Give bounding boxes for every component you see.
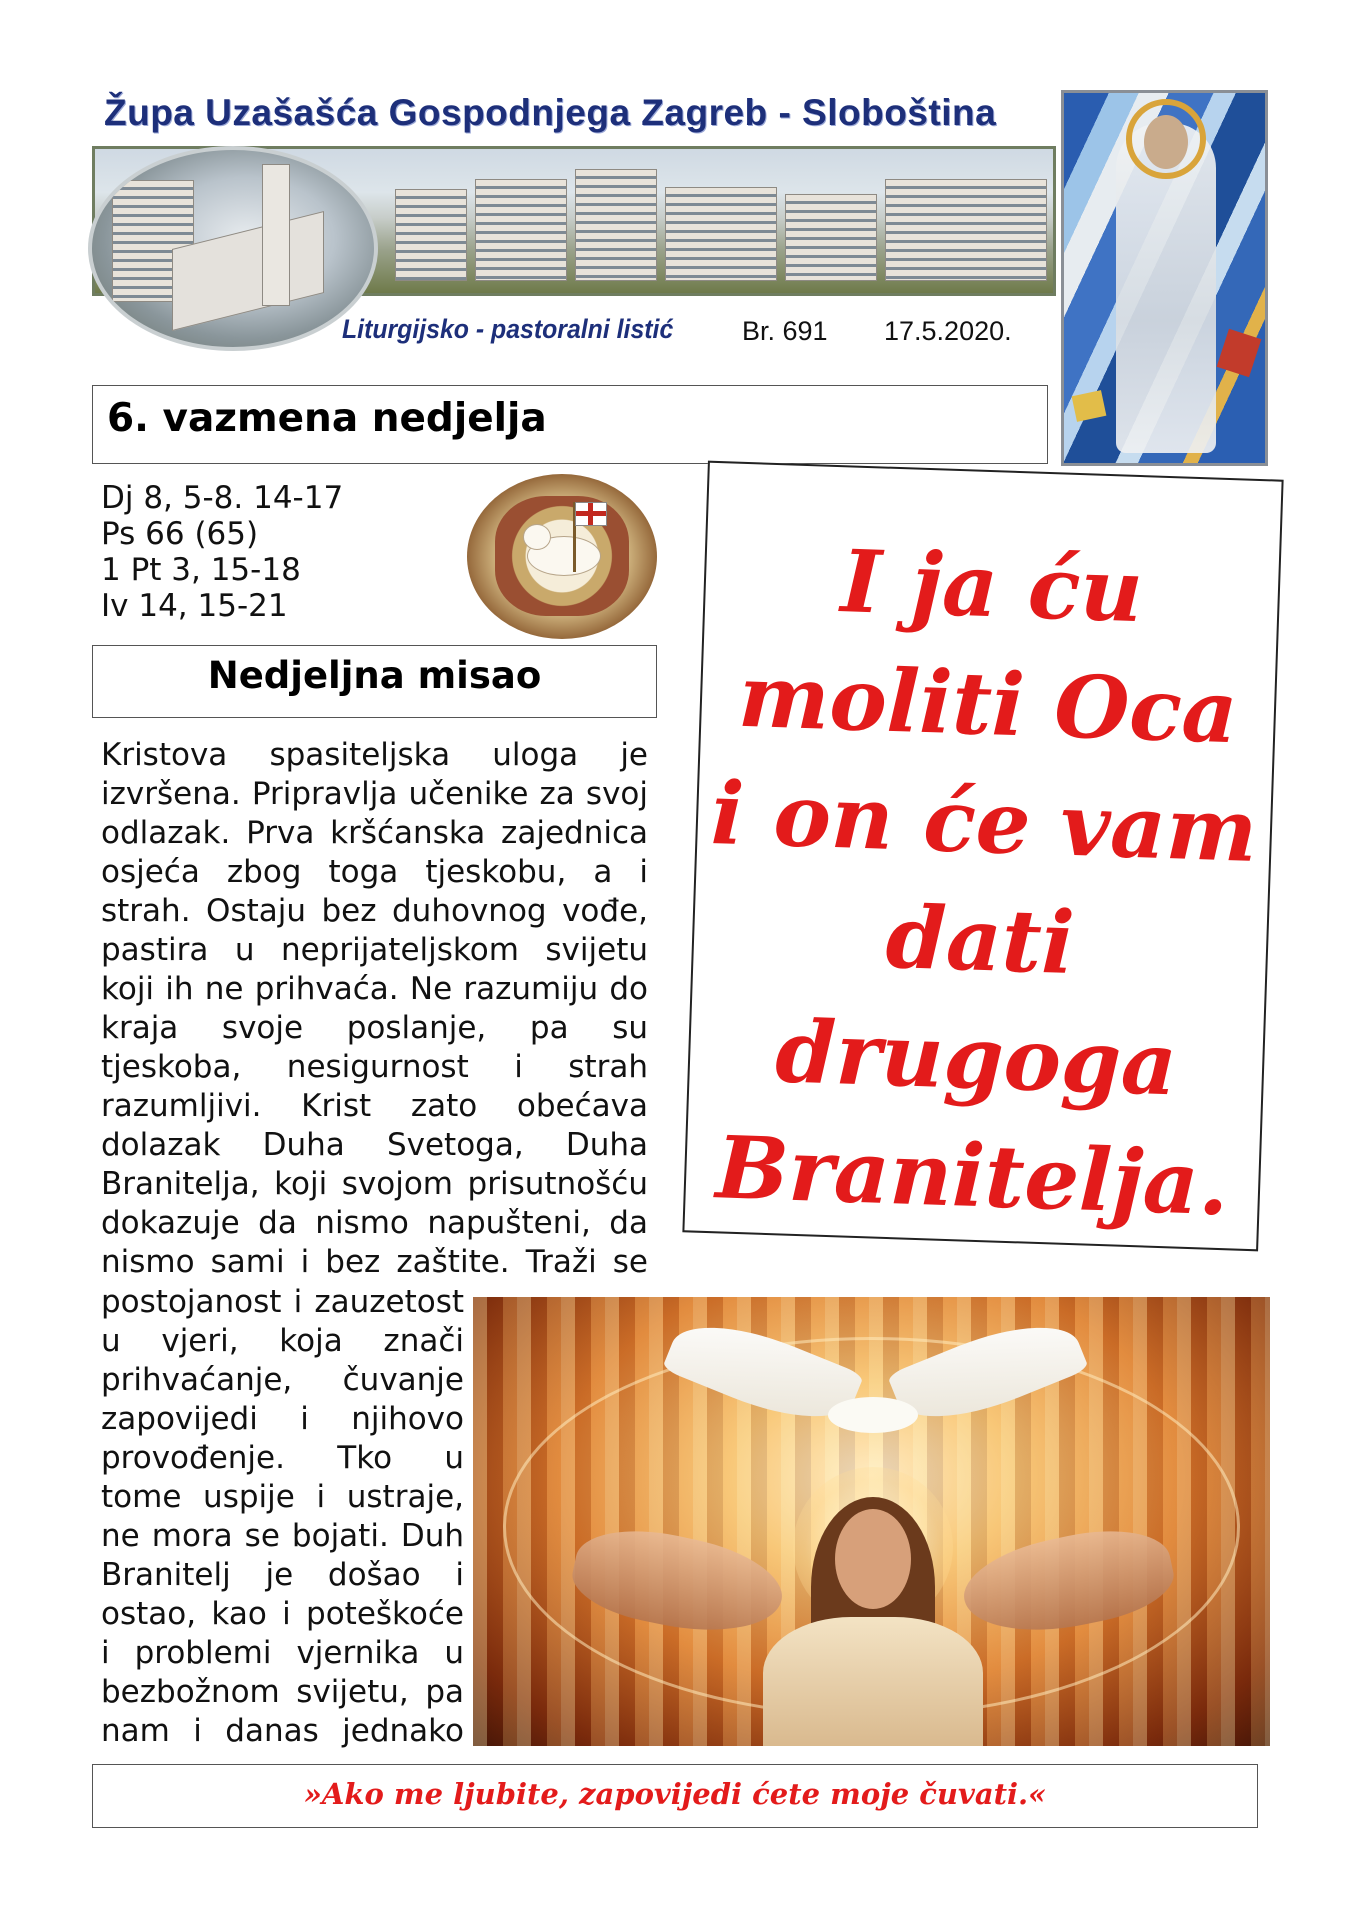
thought-text-wide [101, 736, 648, 1282]
text-line: i problemi vjernika u [101, 1635, 464, 1671]
text-line: tome uspije i ustraje, [101, 1479, 464, 1515]
header-banner [92, 88, 1056, 358]
text-line: kraja svoje poslanje, pa su [101, 1010, 648, 1046]
publication-type: Liturgijsko - pastoralni listić [342, 314, 674, 344]
gospel-quote [685, 519, 1280, 1246]
reading-item: 1 Pt 3, 15-18 [101, 552, 301, 588]
text-line: postojanost i zauzetost [101, 1284, 464, 1320]
quote-line: moliti Oca [736, 645, 1240, 764]
gospel-quote-box [682, 461, 1283, 1252]
readings-list [101, 480, 461, 624]
thought-text-narrow [101, 1283, 464, 1751]
text-line: Branitelj je došao i [101, 1557, 464, 1593]
text-line: u vjeri, koja znači [101, 1323, 464, 1359]
reading-item: Ps 66 (65) [101, 516, 259, 552]
issue-number: Br. 691 [742, 316, 828, 346]
text-line: bezbožnom svijetu, pa [101, 1674, 464, 1710]
text-line: izvršena. Pripravlja učenike za svoj [101, 776, 648, 812]
text-line: prihvaćanje, čuvanje [101, 1362, 464, 1398]
stained-glass-ascension-image [1061, 90, 1268, 466]
thought-heading: Nedjeljna misao [207, 654, 542, 697]
text-line: tjeskoba, nesigurnost i strah [101, 1049, 648, 1085]
text-line: dolazak Duha Svetoga, Duha [101, 1127, 648, 1163]
footer-quote-box [92, 1764, 1258, 1828]
footer-quote: »Ako me ljubite, zapovijedi ćete moje čuvati.« [303, 1777, 1047, 1811]
reading-item: Iv 14, 15-21 [101, 588, 288, 624]
issue-date: 17.5.2020. [884, 316, 1012, 346]
text-line: strah. Ostaju bez duhovnog vođe, [101, 893, 648, 929]
text-line: Branitelja, koji svojom prisutnošću [101, 1166, 648, 1202]
text-line: razumljivi. Krist zato obećava [101, 1088, 648, 1124]
quote-line: dati [884, 886, 1076, 995]
text-line: zapovijedi i njihovo [101, 1401, 464, 1437]
text-line: osjeća zbog toga tjeskobu, a i [101, 854, 648, 890]
church-photo-oval [88, 146, 378, 351]
quote-line: drugoga [774, 1001, 1179, 1116]
text-line: odlazak. Prva kršćanska zajednica [101, 815, 648, 851]
lamb-of-god-medallion [467, 474, 657, 639]
text-line: dokazuje da nismo napušteni, da [101, 1205, 648, 1241]
text-line: ne mora se bojati. Duh [101, 1518, 464, 1554]
text-line: ostao, kao i poteškoće [101, 1596, 464, 1632]
reading-item: Dj 8, 5-8. 14-17 [101, 480, 344, 516]
quote-line: i on će vam [709, 762, 1259, 883]
text-line: provođenje. Tko u [101, 1440, 464, 1476]
text-line: koji ih ne prihvaća. Ne razumiju do [101, 971, 648, 1007]
thought-heading-box [92, 645, 657, 718]
sunday-title: 6. vazmena nedjelja [107, 396, 547, 441]
quote-line: I ja ću [839, 531, 1145, 643]
text-line: nam i danas jednako [101, 1713, 464, 1749]
text-line: Kristova spasiteljska uloga je [101, 737, 648, 773]
holy-spirit-jesus-image [473, 1297, 1270, 1746]
parish-name: Župa Uzašašća Gospodnjega Zagreb - Sloboština [104, 92, 997, 133]
quote-line: Branitelja. [714, 1117, 1231, 1236]
text-line: pastira u neprijateljskom svijetu [101, 932, 648, 968]
sunday-title-box [92, 385, 1048, 464]
text-line: nismo sami i bez zaštite. Traži se [101, 1244, 648, 1280]
